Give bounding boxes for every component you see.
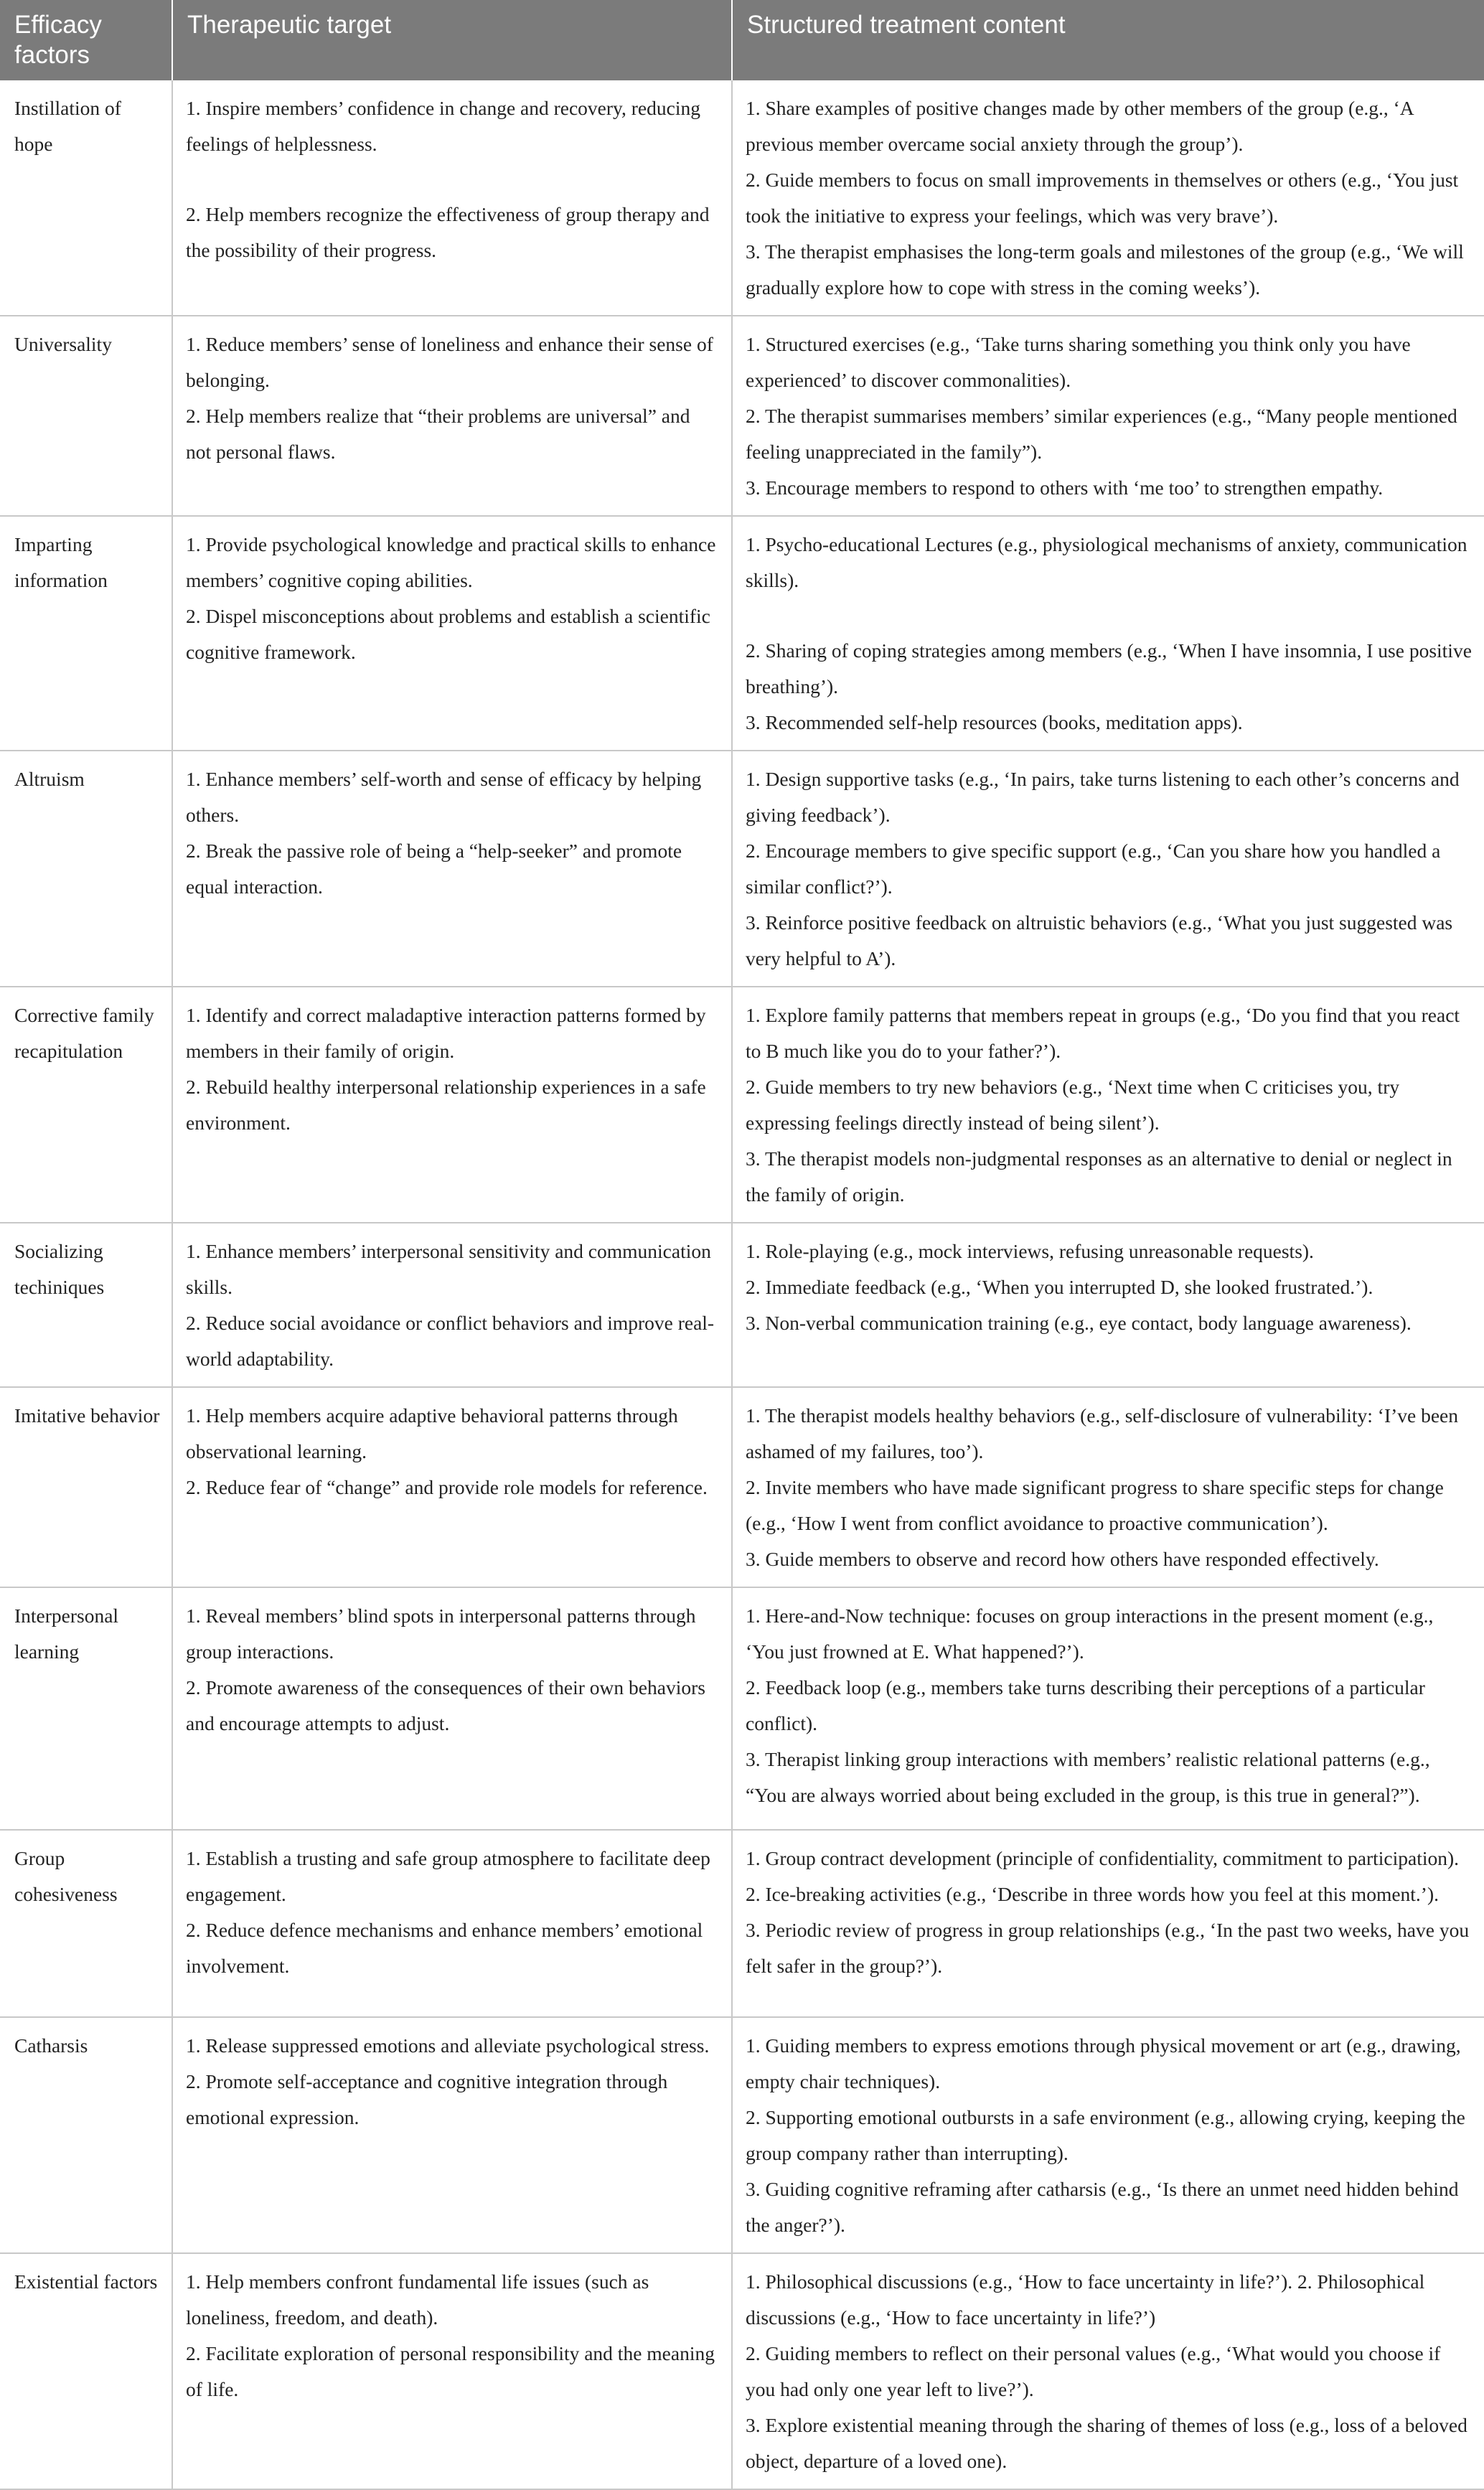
treatment-content-item: 1. Psycho-educational Lectures (e.g., physiological mechanisms of anxiety, communication skills). <box>746 533 1467 591</box>
treatment-content-item: 3. The therapist models non-judgmental responses as an alternative to denial or neglect in the family of origin. <box>746 1147 1452 1206</box>
treatment-content-item: 3. Explore existential meaning through the sharing of themes of loss (e.g., loss of a beloved object, departure of a loved one). <box>746 2414 1467 2472</box>
table-row <box>0 1387 1484 1587</box>
therapeutic-target-item: 2. Rebuild healthy interpersonal relationship experiences in a safe environment. <box>186 1076 706 1134</box>
treatment-content-item: 3. Guide members to observe and record how others have responded effectively. <box>746 1548 1379 1570</box>
header-row <box>0 0 1484 80</box>
therapeutic-target-item: 1. Help members acquire adaptive behavioral patterns through observational learning. <box>186 1404 678 1462</box>
treatment-content-cell <box>732 1830 1484 2017</box>
therapeutic-target-item: 2. Reduce defence mechanisms and enhance members’ emotional involvement. <box>186 1919 703 1977</box>
treatment-content-item: 2. Guide members to focus on small improvements in themselves or others (e.g., ‘You just took the initiative to express your feelings, which was very brave’). <box>746 169 1459 227</box>
therapeutic-target-item: 1. Release suppressed emotions and alleviate psychological stress. <box>186 2034 710 2057</box>
therapeutic-target-item: 1. Establish a trusting and safe group atmosphere to facilitate deep engagement. <box>186 1847 710 1905</box>
treatment-content-item: 3. Encourage members to respond to others with ‘me too’ to strengthen empathy. <box>746 476 1384 499</box>
efficacy-factor-cell: Universality <box>0 316 172 516</box>
table-row <box>0 987 1484 1223</box>
table-row <box>0 751 1484 987</box>
treatment-content-item: 1. Structured exercises (e.g., ‘Take turns sharing something you think only you have experienced’ to discover commonalities). <box>746 333 1411 391</box>
therapeutic-target-item: 2. Break the passive role of being a “help-seeker” and promote equal interaction. <box>186 840 682 898</box>
header-efficacy-factors: Efficacy factors <box>0 0 172 80</box>
therapeutic-target-item: 1. Enhance members’ interpersonal sensitivity and communication skills. <box>186 1240 711 1298</box>
treatment-content-item: 2. Guiding members to reflect on their personal values (e.g., ‘What would you choose if you had only one year left to live?’). <box>746 2342 1441 2400</box>
treatment-content-item: 2. Feedback loop (e.g., members take turns describing their perceptions of a particular conflict). <box>746 1676 1425 1734</box>
therapeutic-target-item: 2. Reduce fear of “change” and provide role models for reference. <box>186 1476 708 1498</box>
efficacy-factor-cell: Instillation of hope <box>0 80 172 316</box>
therapeutic-target-item: 1. Enhance members’ self-worth and sense of efficacy by helping others. <box>186 768 702 826</box>
treatment-content-item: 2. Sharing of coping strategies among members (e.g., ‘When I have insomnia, I use positive breathing’). <box>746 639 1472 697</box>
efficacy-factor-cell: Corrective family recapitulation <box>0 987 172 1223</box>
therapeutic-target-item: 1. Identify and correct maladaptive interaction patterns formed by members in their family of origin. <box>186 1004 706 1062</box>
treatment-content-item: 3. Reinforce positive feedback on altruistic behaviors (e.g., ‘What you just suggested was very helpful to A’). <box>746 911 1453 969</box>
treatment-content-item: 3. Therapist linking group interactions with members’ realistic relational patterns (e.g., “You are always worried about being excluded in the group, is this true in general?”). <box>746 1748 1430 1806</box>
therapeutic-target-item: 1. Provide psychological knowledge and practical skills to enhance members’ cognitive coping abilities. <box>186 533 716 591</box>
treatment-content-cell <box>732 516 1484 751</box>
therapeutic-target-item: 2. Help members recognize the effectiveness of group therapy and the possibility of their progress. <box>186 203 710 261</box>
treatment-content-item: 2. Guide members to try new behaviors (e.g., ‘Next time when C criticises you, try expressing feelings directly instead of being silent’). <box>746 1076 1400 1134</box>
treatment-content-item: 3. Guiding cognitive reframing after catharsis (e.g., ‘Is there an unmet need hidden behind the anger?’). <box>746 2178 1459 2236</box>
table-row <box>0 80 1484 316</box>
header-structured-treatment-content: Structured treatment content <box>732 0 1484 80</box>
treatment-content-item: 3. The therapist emphasises the long-term goals and milestones of the group (e.g., ‘We will gradually explore how to cope with stress in the coming weeks’). <box>746 240 1464 299</box>
treatment-content-item: 1. Design supportive tasks (e.g., ‘In pairs, take turns listening to each other’s concerns and giving feedback’). <box>746 768 1460 826</box>
table-row <box>0 516 1484 751</box>
treatment-content-item: 2. The therapist summarises members’ similar experiences (e.g., “Many people mentioned feeling unappreciated in the family”). <box>746 405 1457 463</box>
treatment-content-cell <box>732 1387 1484 1587</box>
table-row <box>0 316 1484 516</box>
table-row <box>0 2017 1484 2253</box>
table-header <box>0 0 1484 80</box>
treatment-content-item: 3. Recommended self-help resources (books, meditation apps). <box>746 711 1243 733</box>
therapeutic-target-item: 2. Help members realize that “their problems are universal” and not personal flaws. <box>186 405 690 463</box>
treatment-content-cell <box>732 80 1484 316</box>
therapeutic-target-cell <box>172 316 732 516</box>
efficacy-factor-cell: Imparting information <box>0 516 172 751</box>
therapeutic-target-cell <box>172 1830 732 2017</box>
therapeutic-target-cell <box>172 516 732 751</box>
treatment-content-item: 1. Here-and-Now technique: focuses on group interactions in the present moment (e.g., ‘You just frowned at E. What happened?’). <box>746 1605 1434 1663</box>
treatment-content-cell <box>732 1223 1484 1387</box>
therapeutic-target-cell <box>172 1587 732 1830</box>
table-row <box>0 1223 1484 1387</box>
therapeutic-target-item: 2. Promote awareness of the consequences of their own behaviors and encourage attempts to adjust. <box>186 1676 705 1734</box>
treatment-content-item: 2. Immediate feedback (e.g., ‘When you interrupted D, she looked frustrated.’). <box>746 1276 1373 1298</box>
treatment-content-cell <box>732 1587 1484 1830</box>
treatment-content-item: 3. Periodic review of progress in group relationships (e.g., ‘In the past two weeks, have you felt safer in the group?’). <box>746 1919 1470 1977</box>
therapeutic-target-cell <box>172 751 732 987</box>
therapeutic-target-cell <box>172 987 732 1223</box>
efficacy-factor-cell: Existential factors <box>0 2253 172 2489</box>
efficacy-factor-cell: Imitative behavior <box>0 1387 172 1587</box>
treatment-content-item: 3. Non-verbal communication training (e.g., eye contact, body language awareness). <box>746 1312 1412 1334</box>
therapeutic-target-item: 2. Promote self-acceptance and cognitive integration through emotional expression. <box>186 2070 668 2128</box>
therapeutic-target-item: 1. Reduce members’ sense of loneliness and enhance their sense of belonging. <box>186 333 713 391</box>
efficacy-factor-cell: Catharsis <box>0 2017 172 2253</box>
treatment-content-cell <box>732 316 1484 516</box>
efficacy-factor-cell: Group cohesiveness <box>0 1830 172 2017</box>
table-body <box>0 80 1484 2489</box>
therapeutic-target-item: 1. Reveal members’ blind spots in interpersonal patterns through group interactions. <box>186 1605 696 1663</box>
treatment-content-item: 1. Explore family patterns that members repeat in groups (e.g., ‘Do you find that you react to B much like you do to your father?’). <box>746 1004 1460 1062</box>
therapeutic-target-cell <box>172 2017 732 2253</box>
treatment-content-item: 1. Group contract development (principle of confidentiality, commitment to participation). <box>746 1847 1460 1869</box>
treatment-content-item: 1. Share examples of positive changes made by other members of the group (e.g., ‘A previous member overcame social anxiety through the group’). <box>746 97 1414 155</box>
therapeutic-target-item: 2. Dispel misconceptions about problems and establish a scientific cognitive framework. <box>186 605 710 663</box>
therapeutic-target-item: 1. Inspire members’ confidence in change and recovery, reducing feelings of helplessness. <box>186 97 700 155</box>
therapeutic-target-cell <box>172 2253 732 2489</box>
therapeutic-target-item: 1. Help members confront fundamental life issues (such as loneliness, freedom, and death). <box>186 2270 649 2329</box>
efficacy-factor-cell: Socializing techiniques <box>0 1223 172 1387</box>
treatment-content-item: 1. Role-playing (e.g., mock interviews, refusing unreasonable requests). <box>746 1240 1314 1262</box>
treatment-content-cell <box>732 987 1484 1223</box>
treatment-content-cell <box>732 2253 1484 2489</box>
therapeutic-target-cell <box>172 80 732 316</box>
therapeutic-target-cell <box>172 1223 732 1387</box>
therapeutic-target-item: 2. Reduce social avoidance or conflict behaviors and improve real-world adaptability. <box>186 1312 715 1370</box>
table-row <box>0 1830 1484 2017</box>
efficacy-factor-cell: Altruism <box>0 751 172 987</box>
treatment-content-cell <box>732 751 1484 987</box>
treatment-content-item: 2. Supporting emotional outbursts in a safe environment (e.g., allowing crying, keeping the group company rather than interrupting). <box>746 2106 1465 2164</box>
therapeutic-target-cell <box>172 1387 732 1587</box>
therapeutic-target-item: 2. Facilitate exploration of personal responsibility and the meaning of life. <box>186 2342 715 2400</box>
treatment-content-item: 1. The therapist models healthy behaviors (e.g., self-disclosure of vulnerability: ‘I’ve been ashamed of my failures, too’). <box>746 1404 1459 1462</box>
treatment-content-item: 1. Philosophical discussions (e.g., ‘How to face uncertainty in life?’). 2. Philosophical discussions (e.g., ‘How to face uncertainty in life?’) <box>746 2270 1425 2329</box>
header-therapeutic-target: Therapeutic target <box>172 0 732 80</box>
treatment-content-cell <box>732 2017 1484 2253</box>
table-row <box>0 1587 1484 1830</box>
table-row <box>0 2253 1484 2489</box>
treatment-content-item: 1. Guiding members to express emotions through physical movement or art (e.g., drawing, empty chair techniques). <box>746 2034 1461 2092</box>
efficacy-factor-cell: Interpersonal learning <box>0 1587 172 1830</box>
treatment-content-item: 2. Invite members who have made significant progress to share specific steps for change (e.g., ‘How I went from conflict avoidance to proactive communication’). <box>746 1476 1444 1534</box>
treatment-content-item: 2. Encourage members to give specific support (e.g., ‘Can you share how you handled a similar conflict?’). <box>746 840 1441 898</box>
treatment-content-item: 2. Ice-breaking activities (e.g., ‘Describe in three words how you feel at this moment.’). <box>746 1883 1439 1905</box>
